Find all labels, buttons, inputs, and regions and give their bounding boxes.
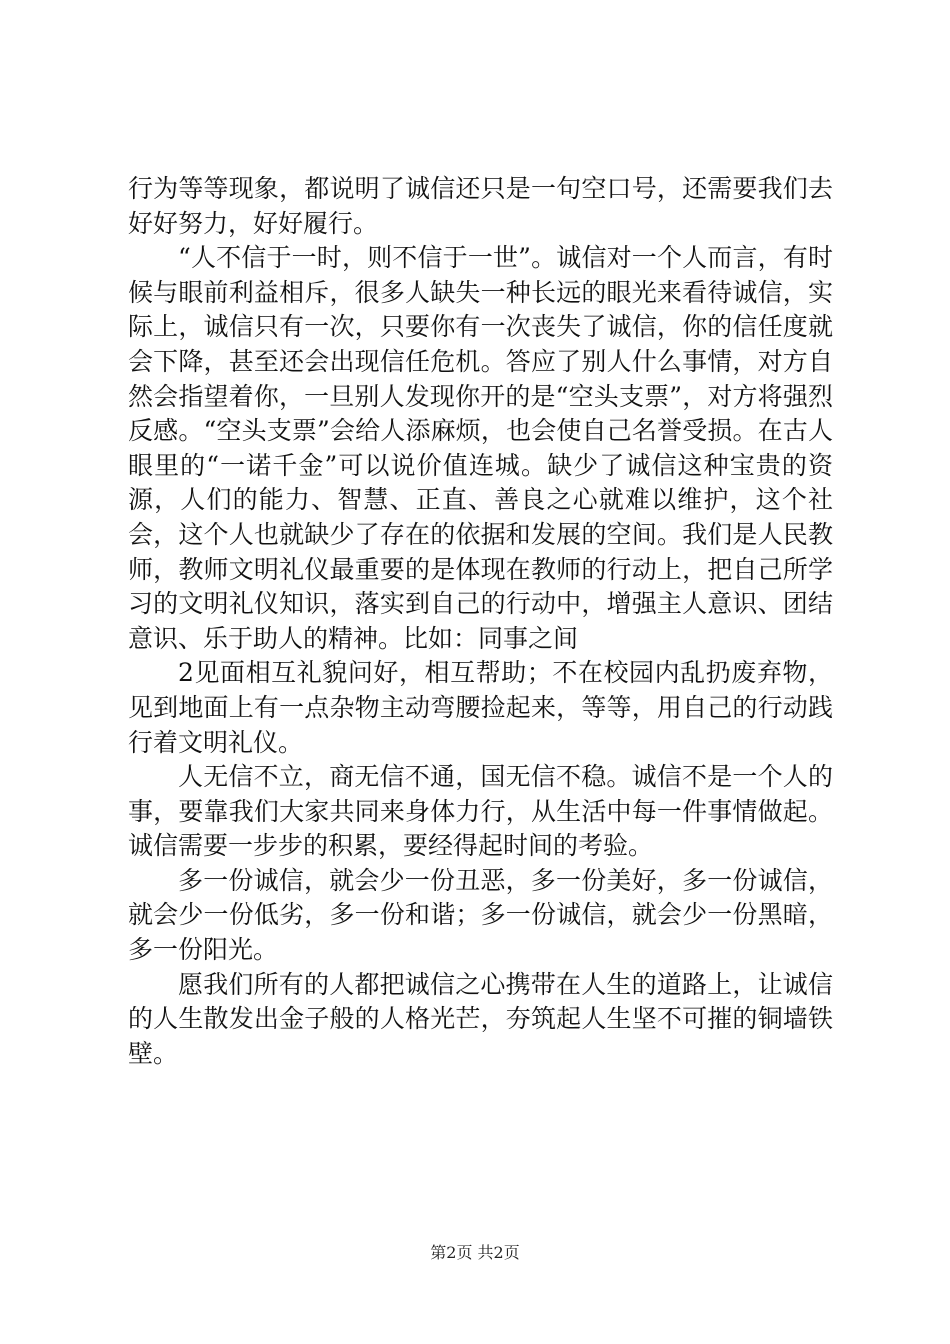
paragraph-5: 多一份诚信，就会少一份丑恶，多一份美好，多一份诚信，就会少一份低劣，多一份和谐；多一份诚信，就会少一份黑暗，多一份阳光。 — [128, 865, 833, 965]
page-number-footer: 第2页 共2页 — [430, 1243, 520, 1262]
paragraph-3: 2见面相互礼貌问好，相互帮助；不在校园内乱扔废弃物，见到地面上有一点杂物主动弯腰捡起来，等等，用自己的行动践行着文明礼仪。 — [128, 658, 833, 757]
paragraph-2: “人不信于一时，则不信于一世”。诚信对一个人而言，有时候与眼前利益相斥，很多人缺失一种长远的眼光来看待诚信，实际上，诚信只有一次，只要你有一次丧失了诚信，你的信任度就会下降，甚至还会出现信任危机。答应了别人什么事情，对方自然会指望着你，一旦别人发现你开的是“空头支票”，对方将强烈反感。“空头支票”会给人添麻烦，也会使自己名誉受损。在古人眼里的“一诺千金”可以说价值连城。缺少了诚信这种宝贵的资源，人们的能力、智慧、正直、善良之心就难以维护，这个社会，这个人也就缺少了存在的依据和发展的空间。我们是人民教师，教师文明礼仪最重要的是体现在教师的行动上，把自己所学习的文明礼仪知识，落实到自己的行动中，增强主人意识、团结意识、乐于助人的精神。比如：同事之间 — [128, 243, 833, 653]
paragraph-4: 人无信不立，商无信不通，国无信不稳。诚信不是一个人的事，要靠我们大家共同来身体力行，从生活中每一件事情做起。诚信需要一步步的积累，要经得起时间的考验。 — [128, 762, 833, 861]
paragraph-1: 行为等等现象，都说明了诚信还只是一句空口号，还需要我们去好好努力，好好履行。 — [128, 174, 833, 238]
paragraph-6: 愿我们所有的人都把诚信之心携带在人生的道路上，让诚信的人生散发出金子般的人格光芒，夯筑起人生坚不可摧的铜墙铁壁。 — [128, 969, 833, 1068]
document-body — [128, 172, 833, 1071]
